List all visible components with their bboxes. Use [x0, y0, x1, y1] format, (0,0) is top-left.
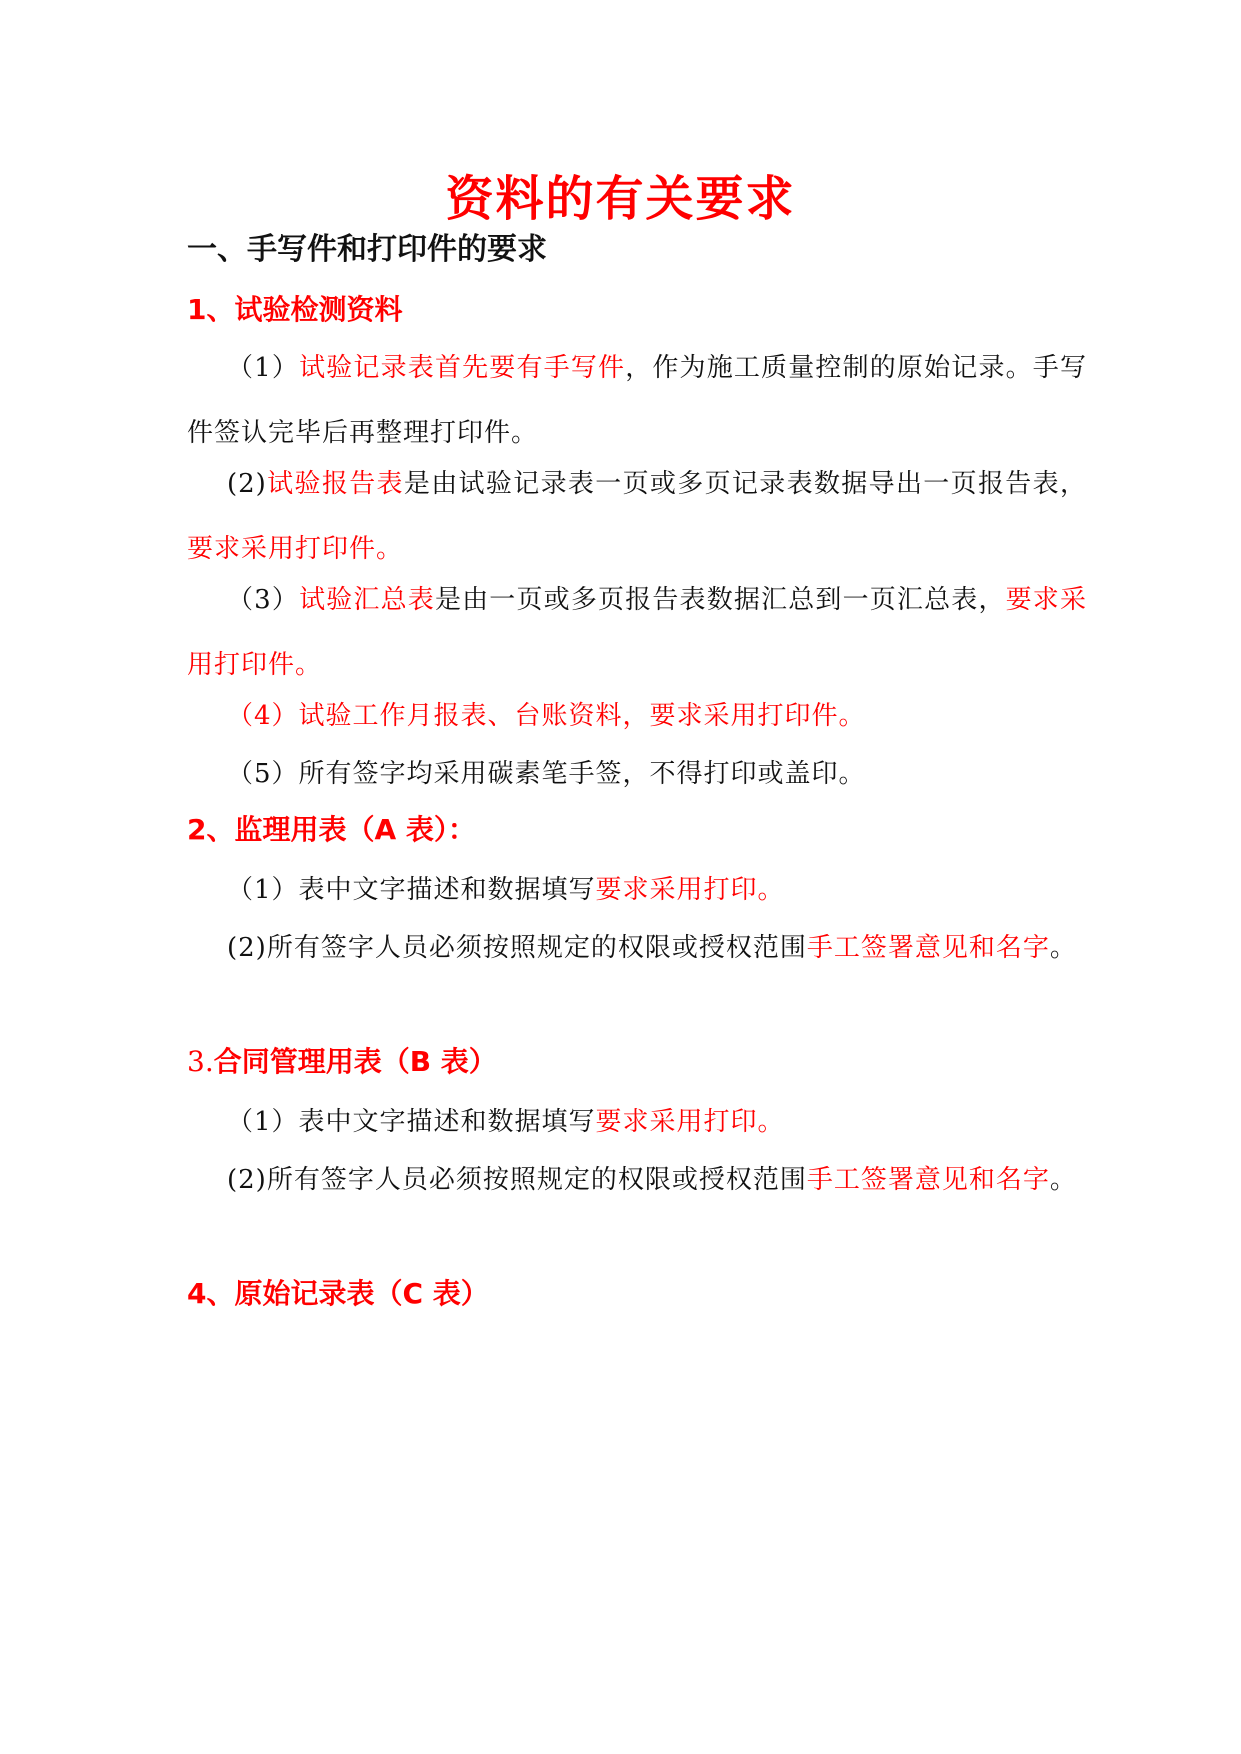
highlight-text: 要求采用打印件。 — [187, 534, 404, 564]
paragraph-3-1 — [187, 1090, 1087, 1155]
subsection-heading-2: 2、监理用表（A 表）： — [187, 813, 476, 846]
body-text: 。 — [1049, 933, 1077, 963]
paragraph-1-1 — [187, 336, 1087, 466]
body-text: 是由试验记录表一页或多页记录表数据导出一页报告表， — [403, 469, 1087, 499]
page-title: 资料的有关要求 — [445, 171, 796, 227]
body-text: （1）表中文字描述和数据填写 — [227, 875, 596, 905]
highlight-text: 手工签署意见和名字 — [806, 1165, 1050, 1195]
highlight-text: 试验汇总表 — [299, 585, 435, 615]
item-number: （3） — [227, 585, 300, 615]
section-heading: 一、手写件和打印件的要求 — [187, 232, 547, 267]
paragraph-3-2 — [187, 1148, 1087, 1213]
paragraph-1-4 — [187, 684, 1087, 749]
subsection-heading-4: 4、原始记录表（C 表） — [187, 1277, 489, 1310]
body-text: 是由一页或多页报告表数据汇总到一页汇总表， — [434, 585, 1006, 615]
subsection-title: 合同管理用表（B 表） — [213, 1045, 497, 1078]
paragraph-1-3 — [187, 568, 1087, 698]
paragraph-1-2 — [187, 452, 1087, 582]
subsection-heading-3 — [187, 1042, 497, 1082]
body-text: 。 — [1049, 1165, 1077, 1195]
item-number: (2) — [227, 469, 267, 499]
body-text: (2)所有签字人员必须按照规定的权限或授权范围 — [227, 933, 807, 963]
highlight-text: 手工签署意见和名字 — [806, 933, 1050, 963]
subsection-number: 3. — [187, 1045, 214, 1078]
highlight-text: （4）试验工作月报表、台账资料，要求采用打印件。 — [227, 701, 866, 731]
body-text: ，作为施工质量控制的原始记录。手写件签认完毕后再整理打印件。 — [187, 353, 1087, 448]
highlight-text: 要求采用打印件。 — [187, 585, 1087, 680]
subsection-heading-1: 1、试验检测资料 — [187, 293, 403, 326]
paragraph-2-2 — [187, 916, 1087, 981]
paragraph-2-1 — [187, 858, 1087, 923]
highlight-text: 要求采用打印。 — [595, 875, 785, 905]
body-text: （5）所有签字均采用碳素笔手签，不得打印或盖印。 — [227, 759, 866, 789]
highlight-text: 试验记录表首先要有手写件 — [299, 353, 626, 383]
highlight-text: 要求采用打印。 — [595, 1107, 785, 1137]
body-text: (2)所有签字人员必须按照规定的权限或授权范围 — [227, 1165, 807, 1195]
highlight-text: 试验报告表 — [266, 469, 404, 499]
paragraph-1-5 — [187, 742, 1087, 807]
item-number: （1） — [227, 353, 300, 383]
body-text: （1）表中文字描述和数据填写 — [227, 1107, 596, 1137]
